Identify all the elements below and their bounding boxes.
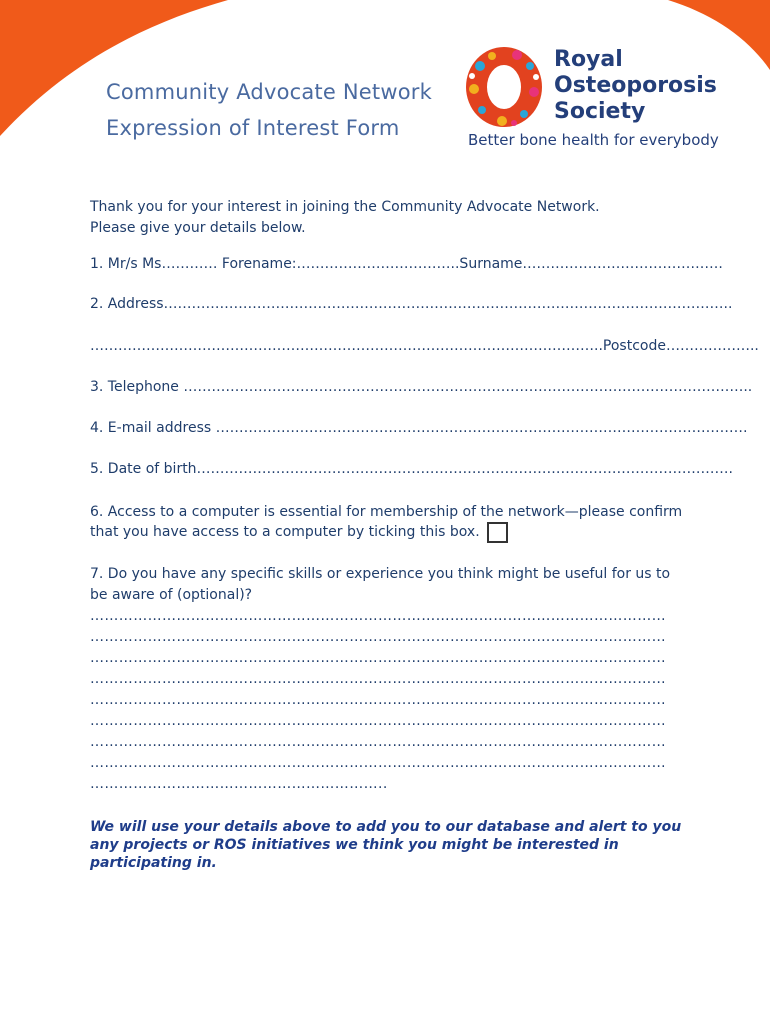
computer-question-2: that you have access to a computer by ticking this box. — [90, 524, 480, 540]
logo-tagline: Better bone health for everybody — [468, 131, 719, 149]
skills-answer-line[interactable]: ………………………………………………………………………………………………………… — [90, 629, 666, 645]
intro-text: Thank you for your interest in joining the Community Advocate Network. — [90, 199, 600, 215]
intro-text-2: Please give your details below. — [90, 220, 306, 236]
logo-text-osteoporosis: Osteoporosis — [554, 73, 717, 98]
form-subtitle: Expression of Interest Form — [106, 116, 400, 140]
postcode-field[interactable]: ………………………………………………………………………………………………..Postcode……………….. — [90, 338, 759, 354]
name-field[interactable]: 1. Mr/s Ms………… Forename:……………………………..Surname……………………………………. — [90, 256, 723, 272]
computer-access-checkbox[interactable] — [487, 522, 508, 543]
telephone-field[interactable]: 3. Telephone ………………………………………………………………………………………………………….. — [90, 379, 753, 395]
logo-text-society: Society — [554, 99, 646, 124]
skills-answer-line[interactable]: …………………………………………………….. — [90, 776, 388, 792]
skills-answer-line[interactable]: ………………………………………………………………………………………………………… — [90, 671, 666, 687]
skills-answer-line[interactable]: ………………………………………………………………………………………………………… — [90, 650, 666, 666]
skills-answer-line[interactable]: ………………………………………………………………………………………………………… — [90, 713, 666, 729]
email-field[interactable]: 4. E-mail address …………………………………………………………………………………………………… — [90, 420, 748, 436]
computer-question: 6. Access to a computer is essential for membership of the network—please confirm — [90, 504, 683, 520]
skills-answer-line[interactable]: ………………………………………………………………………………………………………… — [90, 734, 666, 750]
form-title: Community Advocate Network — [106, 80, 432, 104]
skills-question-2: be aware of (optional)? — [90, 587, 253, 603]
ros-logo-icon — [462, 44, 546, 130]
address-field[interactable]: 2. Address………………………………………………………………………………………………………….. — [90, 296, 733, 312]
logo-text-royal: Royal — [554, 47, 623, 72]
data-usage-note: We will use your details above to add you to our database and alert to you any projects or ROS initiatives we think you might be interested in participating in. — [90, 819, 682, 871]
orange-corner-right — [668, 0, 770, 80]
skills-answer-line[interactable]: ………………………………………………………………………………………………………… — [90, 608, 666, 624]
skills-answer-line[interactable]: ………………………………………………………………………………………………………… — [90, 692, 666, 708]
skills-answer-line[interactable]: ………………………………………………………………………………………………………… — [90, 755, 666, 771]
dob-field[interactable]: 5. Date of birth……………………………………………………………………………………………………. — [90, 461, 734, 477]
skills-question: 7. Do you have any specific skills or experience you think might be useful for us to — [90, 566, 671, 582]
